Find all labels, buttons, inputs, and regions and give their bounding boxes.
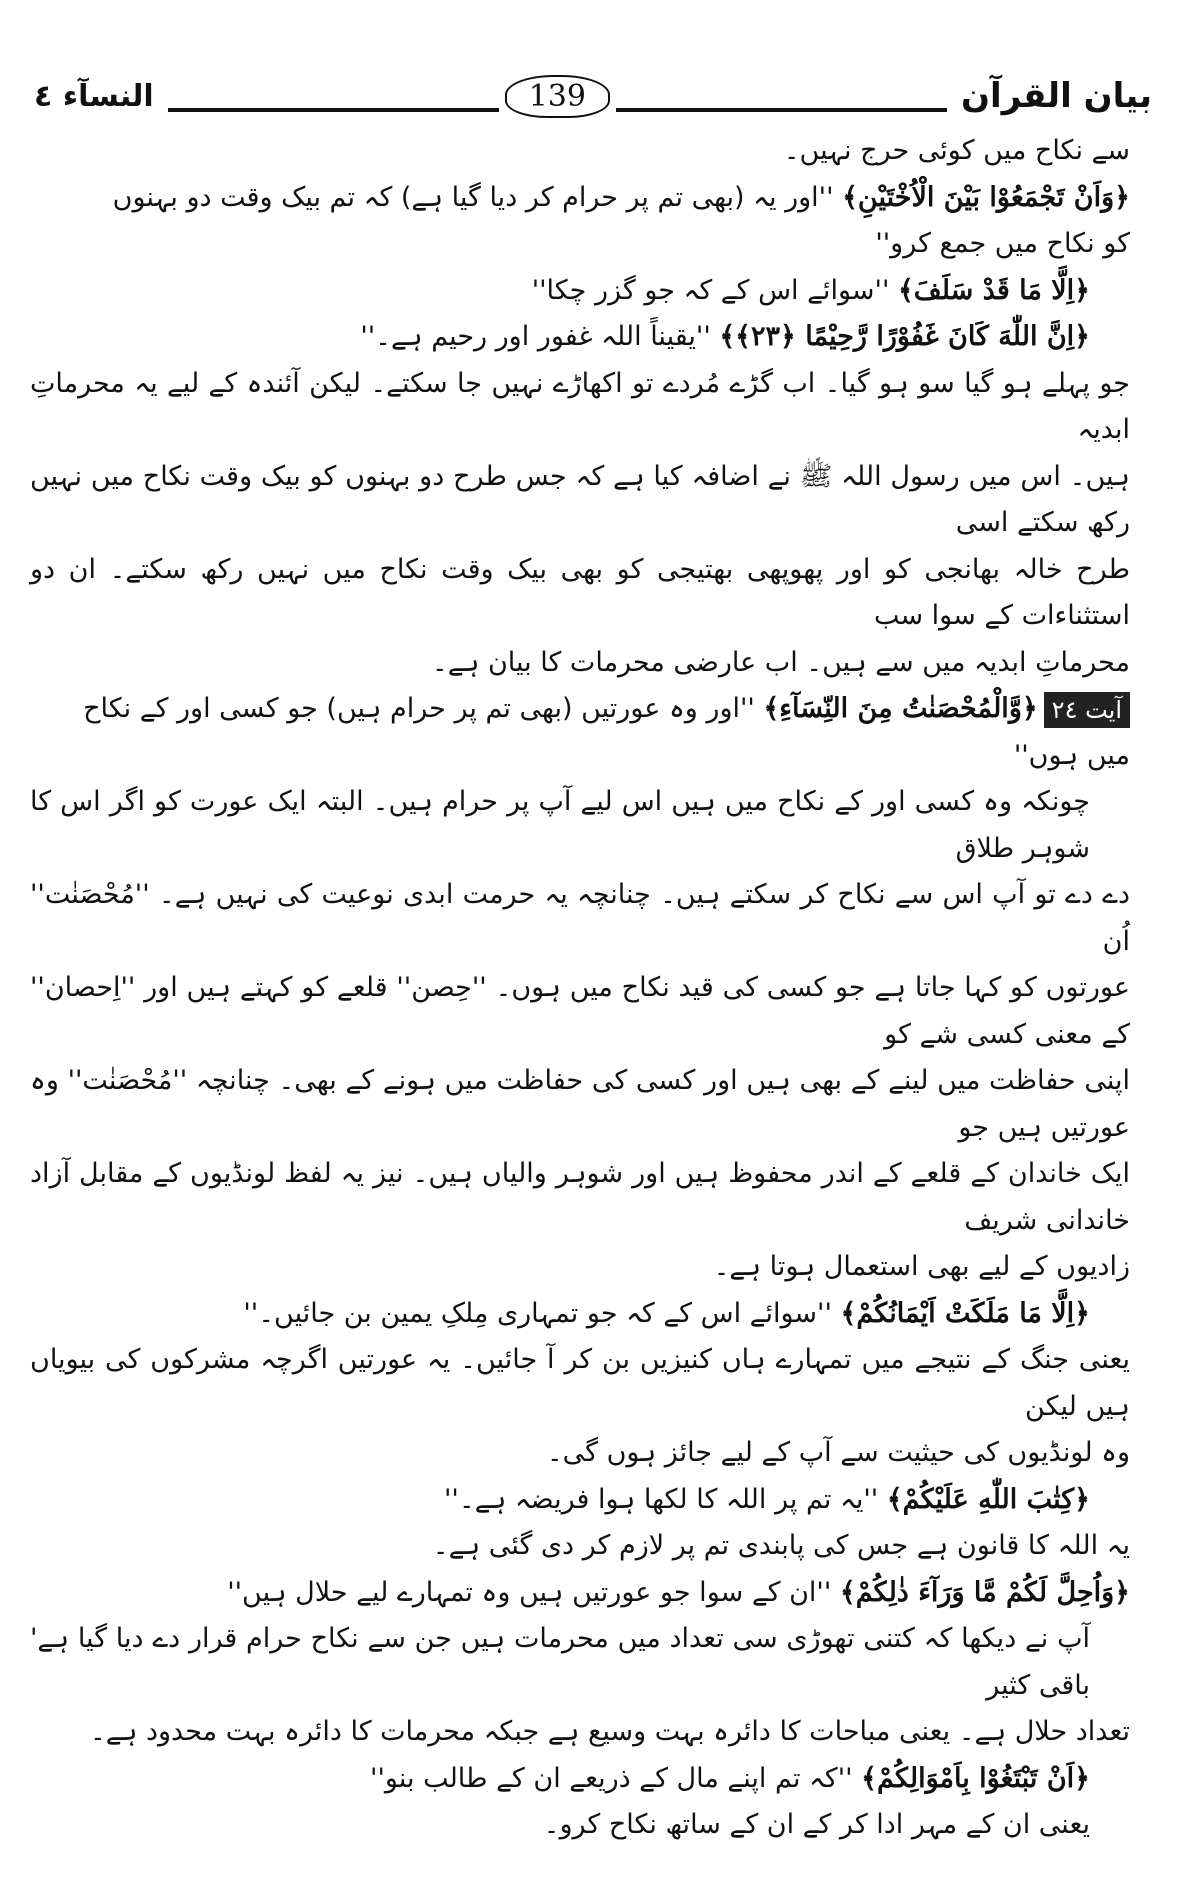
line-text: وہ لونڈیوں کی حیثیت سے آپ کے لیے جائز ہوں گی۔ [546, 1437, 1130, 1468]
line-text: کو نکاح میں جمع کرو'' [875, 228, 1130, 259]
surah-name: النسآء ٤ [34, 78, 154, 114]
text-line [30, 268, 1130, 315]
line-text: ''سوائے اس کے کہ جو گزر چکا'' [531, 274, 890, 306]
line-text: تعداد حلال ہے۔ یعنی مباحات کا دائرہ بہت وسیع ہے جبکہ محرمات کا دائرہ بہت محدود ہے۔ [89, 1716, 1130, 1747]
page-body [30, 128, 1130, 1849]
text-line [30, 1709, 1130, 1756]
line-text: زادیوں کے لیے بھی استعمال ہوتا ہے۔ [713, 1251, 1130, 1282]
line-text: میں ہوں'' [1013, 739, 1130, 771]
text-line [30, 128, 1130, 175]
quran-verse: ﴿وَاَنْ تَجْمَعُوْا بَيْنَ الْاُخْتَيْنِ﴾ [842, 181, 1130, 213]
text-line [30, 1151, 1130, 1244]
quran-verse: ﴿اِلَّا مَا مَلَكَتْ اَيْمَانُكُمْ﴾ [840, 1297, 1090, 1329]
line-text: یعنی جنگ کے نتیجے میں تمہارے ہاں کنیزیں بن کر آ جائیں۔ یہ عورتیں اگرچہ مشرکوں کی بیویاں ہیں لیکن [30, 1344, 1130, 1422]
line-text: ''سوائے اس کے کہ جو تمہاری مِلکِ یمین بن جائیں۔'' [243, 1297, 832, 1329]
quran-verse: ﴿كِتٰبَ اللّٰهِ عَلَيْكُمْ﴾ [886, 1483, 1090, 1515]
text-line [30, 1291, 1130, 1338]
header-rule [616, 108, 947, 112]
text-line [30, 965, 1130, 1058]
text-line [30, 1523, 1130, 1570]
quran-verse: ﴿اِنَّ اللّٰهَ كَانَ غَفُوْرًا رَّحِيْمًا ﴿٢٣﴾﴾ [719, 321, 1090, 352]
text-line [30, 1570, 1130, 1617]
text-line [30, 733, 1130, 780]
line-text: آپ نے دیکھا کہ کتنی تھوڑی سی تعداد میں محرمات ہیں جن سے نکاح حرام قرار دے دیا گیا ہے' باقی کثیر [30, 1623, 1090, 1701]
line-text: دے دے تو آپ اس سے نکاح کر سکتے ہیں۔ چنانچہ یہ حرمت ابدی نوعیت کی نہیں ہے۔ ''مُحْصَنٰت'' اُن [30, 879, 1130, 957]
line-text: یعنی ان کے مہر ادا کر کے ان کے ساتھ نکاح کرو۔ [543, 1809, 1090, 1840]
text-line [30, 1058, 1130, 1151]
text-line [30, 1756, 1130, 1803]
text-line [30, 1477, 1130, 1524]
line-text: طرح خالہ بھانجی کو اور پھوپھی بھتیجی کو بھی بیک وقت نکاح میں نہیں رکھ سکتے۔ ان دو استثناءات کے سوا سب [30, 553, 1130, 631]
line-text: سے نکاح میں کوئی حرج نہیں۔ [783, 135, 1130, 166]
line-text: اپنی حفاظت میں لینے کے بھی ہیں اور کسی کی حفاظت میں ہونے کے بھی۔ چنانچہ ''مُحْصَنٰت'' وہ عورتیں ہیں جو [30, 1065, 1130, 1143]
line-text: ''یقیناً اللہ غفور اور رحیم ہے۔'' [360, 321, 711, 352]
line-text: جو پہلے ہو گیا سو ہو گیا۔ اب گڑے مُردے تو اکھاڑے نہیں جا سکتے۔ لیکن آئندہ کے لیے یہ محرماتِ ابدیہ [30, 367, 1130, 445]
text-line [30, 1244, 1130, 1291]
text-line [30, 1802, 1130, 1849]
quran-verse: ﴿اَنْ تَبْتَغُوْا بِاَمْوَالِكُمْ﴾ [861, 1762, 1090, 1794]
text-line [30, 547, 1130, 640]
text-line [30, 175, 1130, 222]
text-line [30, 1616, 1130, 1709]
line-text: ''کہ تم اپنے مال کے ذریعے ان کے طالب بنو'' [370, 1762, 853, 1794]
text-line [30, 640, 1130, 687]
text-line [30, 872, 1130, 965]
text-line [30, 779, 1130, 872]
header-rule [168, 108, 499, 112]
quran-verse: ﴿اِلَّا مَا قَدْ سَلَفَ﴾ [897, 274, 1090, 306]
text-line [30, 454, 1130, 547]
line-text: محرماتِ ابدیہ میں سے ہیں۔ اب عارضی محرمات کا بیان ہے۔ [431, 646, 1130, 678]
line-text: ''یہ تم پر اللہ کا لکھا ہوا فریضہ ہے۔'' [443, 1483, 879, 1515]
line-text: عورتوں کو کہا جاتا ہے جو کسی کی قید نکاح میں ہوں۔ ''حِصن'' قلعے کو کہتے ہیں اور ''اِحصان'' کے معنی کسی شے کو [30, 972, 1130, 1050]
text-line [30, 1337, 1130, 1430]
line-text: یہ اللہ کا قانون ہے جس کی پابندی تم پر لازم کر دی گئی ہے۔ [432, 1530, 1130, 1561]
text-line [30, 361, 1130, 454]
line-text: ''اور وہ عورتیں (بھی تم پر حرام ہیں) جو کسی اور کے نکاح [83, 693, 755, 724]
line-text: ''اور یہ (بھی تم پر حرام کر دیا گیا ہے) کہ تم بیک وقت دو بہنوں [112, 181, 834, 213]
line-text: ایک خاندان کے قلعے کے اندر محفوظ ہیں اور شوہر والیاں ہیں۔ نیز یہ لفظ لونڈیوں کے مقابل آزاد خاندانی شریف [30, 1158, 1130, 1236]
line-text: ''ان کے سوا جو عورتیں ہیں وہ تمہارے لیے حلال ہیں'' [227, 1576, 832, 1608]
text-line [30, 221, 1130, 268]
line-text: ہیں۔ اس میں رسول اللہ ﷺ نے اضافہ کیا ہے کہ جس طرح دو بہنوں کو بیک وقت نکاح میں نہیں رکھ سکتے اسی [30, 460, 1130, 538]
quran-verse: ﴿وَّالْمُحْصَنٰتُ مِنَ النِّسَآءِ﴾ [763, 693, 1038, 724]
text-line [30, 686, 1130, 733]
quran-verse: ﴿وَاُحِلَّ لَكُمْ مَّا وَرَآءَ ذٰلِكُمْ﴾ [839, 1576, 1130, 1608]
text-line [30, 1430, 1130, 1477]
page-header [34, 66, 1152, 126]
ayat-number-badge: آیت ٢٤ [1044, 692, 1130, 728]
book-title: بیان القرآن [961, 76, 1152, 116]
page-number: 139 [505, 75, 610, 118]
text-line [30, 314, 1130, 361]
line-text: چونکہ وہ کسی اور کے نکاح میں ہیں اس لیے آپ پر حرام ہیں۔ البتہ ایک عورت کو اگر اس کا شوہر طلاق [30, 786, 1090, 864]
